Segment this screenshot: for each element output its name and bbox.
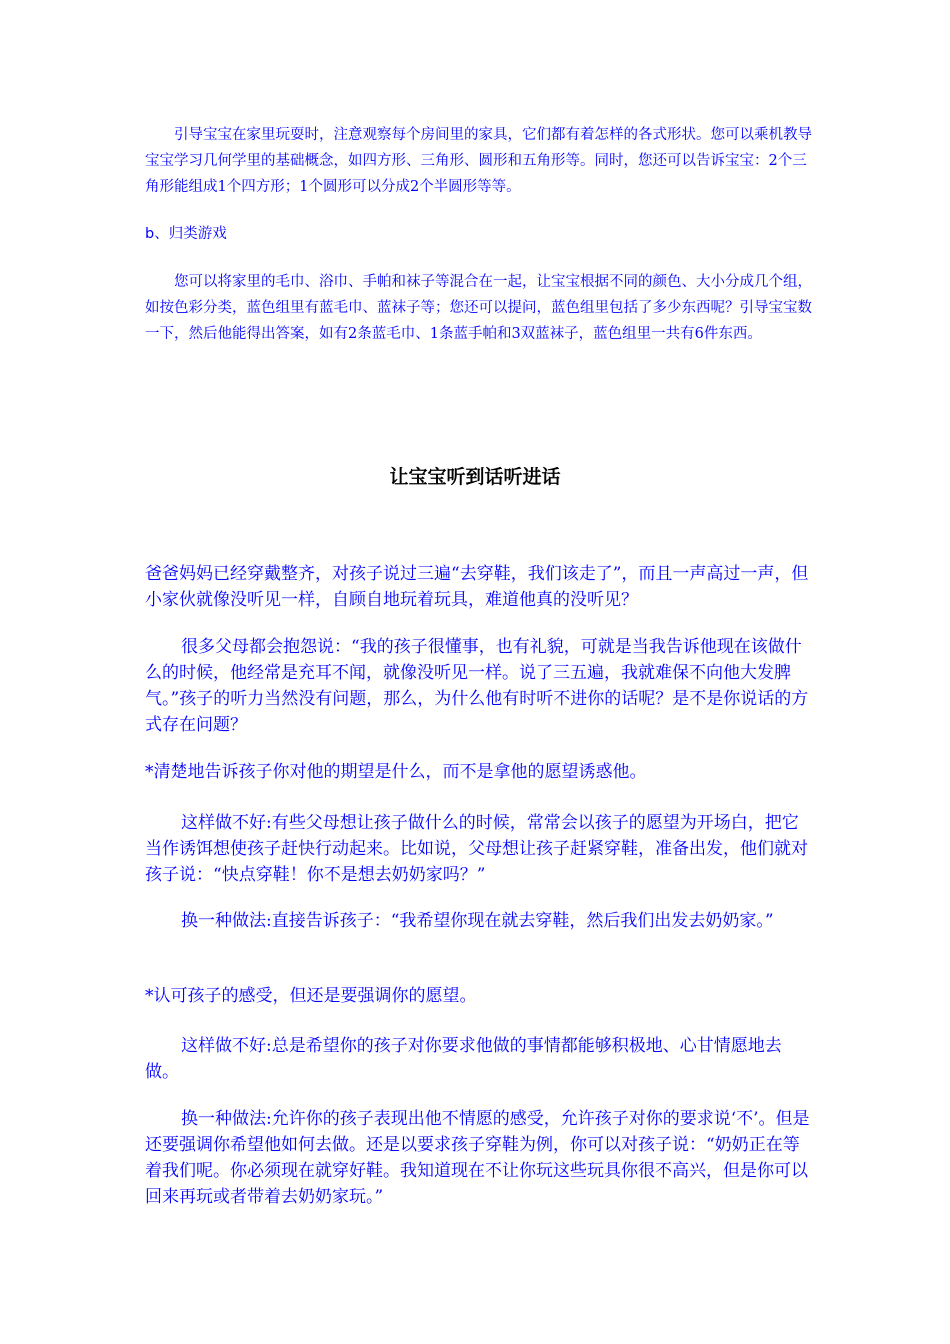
- paragraph-geometry-shapes: 引导宝宝在家里玩耍时，注意观察每个房间里的家具，它们都有着怎样的各式形状。您可以乘机教导宝宝学习几何学里的基础概念，如四方形、三角形、圆形和五角形等。同时，您还可以告诉宝宝：2个三角形能组成1个四方形；1个圆形可以分成2个半圆形等等。: [145, 127, 812, 195]
- tip-clear-expectation: *清楚地告诉孩子你对他的期望是什么，而不是拿他的愿望诱惑他。: [145, 762, 647, 782]
- paragraph-sorting-game: 您可以将家里的毛巾、浴巾、手帕和袜子等混合在一起，让宝宝根据不同的颜色、大小分成几个组，如按色彩分类，蓝色组里有蓝毛巾、蓝袜子等；您还可以提问，蓝色组里包括了多少东西呢？引导宝宝数一下，然后他能得出答案，如有2条蓝毛巾、1条蓝手帕和3双蓝袜子，蓝色组里一共有6件东西。: [145, 274, 812, 342]
- tip-acknowledge-feelings: *认可孩子的感受，但还是要强调你的愿望。: [145, 986, 477, 1006]
- paragraph-parents-complain: 很多父母都会抱怨说：“我的孩子很懂事，也有礼貌，可就是当我告诉他现在该做什么的时候，他经常是充耳不闻，就像没听见一样。说了三五遍，我就难保不向他大发脾气。”孩子的听力当然没有问题，那么，为什么他有时听不进你的话呢？是不是你说话的方式存在问题？: [145, 637, 809, 735]
- paragraph-bad-practice-1: 这样做不好:有些父母想让孩子做什么的时候，常常会以孩子的愿望为开场白，把它当作诱饵想使孩子赶快行动起来。比如说，父母想让孩子赶紧穿鞋，准备出发，他们就对孩子说：“快点穿鞋！你不是想去奶奶家吗？”: [145, 813, 808, 885]
- paragraph-intro: 爸爸妈妈已经穿戴整齐，对孩子说过三遍“去穿鞋，我们该走了”，而且一声高过一声，但小家伙就像没听见一样，自顾自地玩着玩具，难道他真的没听见？: [145, 564, 809, 610]
- page-title: 让宝宝听到话听进话: [389, 466, 561, 488]
- paragraph-bad-practice-2: 这样做不好:总是希望你的孩子对你要求他做的事情都能够积极地、心甘情愿地去做。: [145, 1036, 782, 1082]
- paragraph-better-practice-1: 换一种做法:直接告诉孩子：“我希望你现在就去穿鞋，然后我们出发去奶奶家。”: [181, 911, 774, 931]
- paragraph-better-practice-2: 换一种做法:允许你的孩子表现出他不情愿的感受，允许孩子对你的要求说‘不’。但是还要强调你希望他如何去做。还是以要求孩子穿鞋为例，你可以对孩子说：“奶奶正在等着我们呢。你必须现在就穿好鞋。我知道现在不让你玩这些玩具你很不高兴，但是你可以回来再玩或者带着去奶奶家玩。”: [145, 1109, 810, 1207]
- subheading-sorting-game: b、归类游戏: [145, 226, 227, 242]
